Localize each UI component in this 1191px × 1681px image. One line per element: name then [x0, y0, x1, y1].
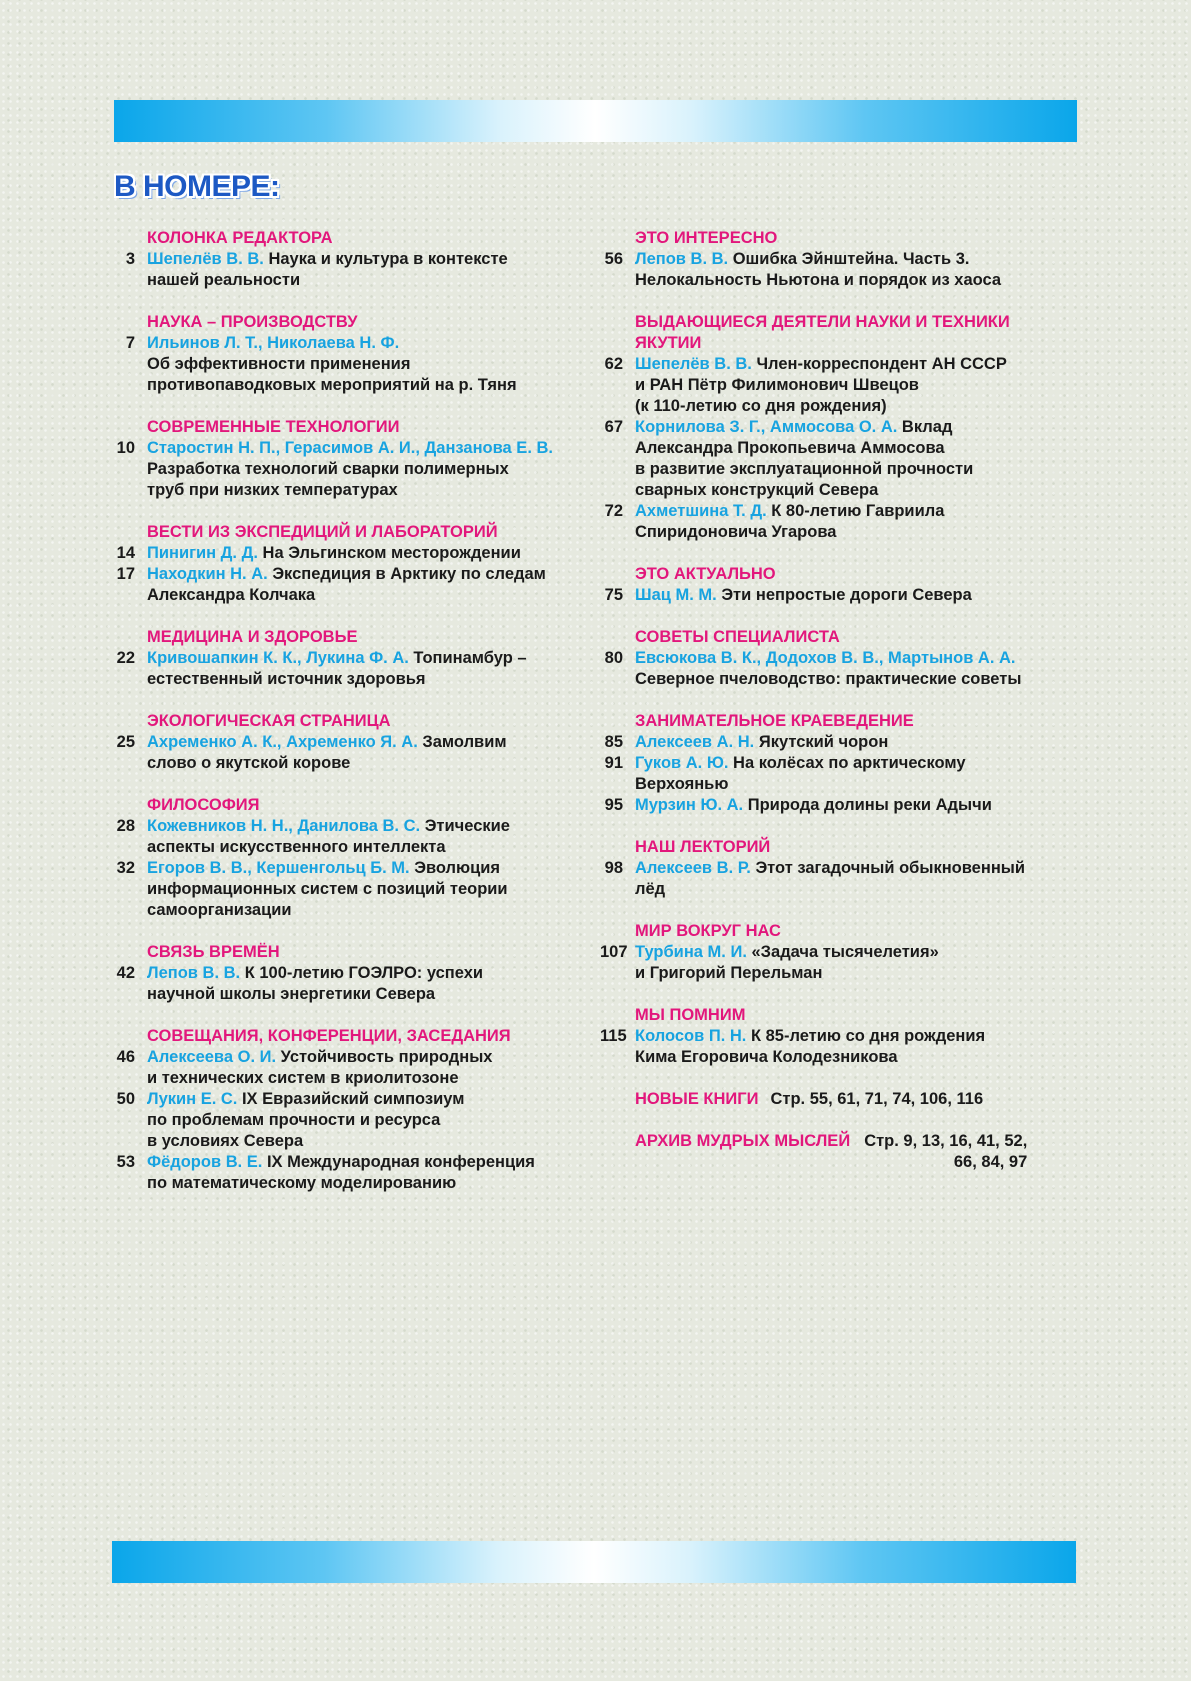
entry-author: Лепов В. В. — [147, 964, 241, 982]
section-heading: МЕДИЦИНА И ЗДОРОВЬЕ — [147, 628, 358, 646]
entry-author: Лепов В. В. — [635, 250, 729, 268]
toc-entry — [112, 858, 592, 921]
entry-line — [147, 1152, 592, 1173]
entry-author: Колосов П. Н. — [635, 1027, 747, 1045]
page-number: 67 — [604, 418, 623, 436]
page-number: 75 — [604, 586, 623, 604]
toc-section — [600, 564, 1080, 606]
entry-line — [635, 795, 1080, 816]
entry-title-cont: по математическому моделированию — [147, 1174, 457, 1192]
new-books-line — [600, 1089, 1080, 1110]
entry-title-cont: аспекты искусственного интеллекта — [147, 838, 446, 856]
entry-title: К 85-летию со дня рождения — [746, 1027, 986, 1045]
entry-author: Шепелёв В. В. — [635, 355, 752, 373]
toc-section — [600, 228, 1080, 291]
archive-pages-line: 66, 84, 97 — [953, 1153, 1028, 1171]
section-heading: СОВЕТЫ СПЕЦИАЛИСТА — [635, 628, 840, 646]
entry-title: Якутский чорон — [754, 733, 889, 751]
entry-title-cont: по проблемам прочности и ресурса — [147, 1111, 441, 1129]
archive-label: АРХИВ МУДРЫХ МЫСЛЕЙ — [635, 1132, 851, 1150]
entry-line — [635, 753, 1080, 774]
entry-line — [635, 354, 1080, 375]
entry-title: Вклад — [897, 418, 953, 436]
toc-section — [600, 837, 1080, 900]
toc-entry — [600, 501, 1080, 543]
section-heading: ЗАНИМАТЕЛЬНОЕ КРАЕВЕДЕНИЕ — [635, 712, 914, 730]
entry-author: Гуков А. Ю. — [635, 754, 729, 772]
entry-title-cont: самоорганизации — [147, 901, 292, 919]
entry-title-cont: Верхоянью — [635, 775, 729, 793]
toc-entry — [600, 753, 1080, 795]
toc-section — [600, 921, 1080, 984]
entry-line — [147, 816, 592, 837]
entry-author: Лукин Е. С. — [147, 1090, 238, 1108]
entry-author: Кожевников Н. Н., Данилова В. С. — [147, 817, 421, 835]
toc-section — [600, 711, 1080, 816]
entry-title: На Эльгинском месторождении — [257, 544, 521, 562]
entry-author: Алексеев В. Р. — [635, 859, 751, 877]
entry-title-cont: Нелокальность Ньютона и порядок из хаоса — [635, 271, 1002, 289]
toc-entry — [600, 585, 1080, 606]
entry-title: К 100-летию ГОЭЛРО: успехи — [240, 964, 484, 982]
entry-title: Природа долины реки Адычи — [743, 796, 992, 814]
entry-title-cont: Александра Колчака — [147, 586, 316, 604]
entry-line — [147, 858, 592, 879]
entry-author: Мурзин Ю. А. — [635, 796, 744, 814]
page-number: 32 — [116, 859, 135, 877]
toc-entry — [112, 249, 592, 291]
entry-title: Топинамбур – — [408, 649, 527, 667]
page-number: 7 — [125, 334, 135, 352]
entry-title-cont: и РАН Пётр Филимонович Швецов — [635, 376, 919, 394]
section-heading: ЭТО ИНТЕРЕСНО — [635, 229, 778, 247]
entry-author: Находкин Н. А. — [147, 565, 268, 583]
entry-title: IX Международная конференция — [262, 1153, 535, 1171]
page-number: 28 — [116, 817, 135, 835]
toc-section — [600, 312, 1080, 543]
entry-author: Ахременко А. К., Ахременко Я. А. — [147, 733, 418, 751]
bottom-gradient-band — [112, 1541, 1076, 1583]
page-number: 50 — [116, 1090, 135, 1108]
entry-line — [635, 501, 1080, 522]
section-heading: МЫ ПОМНИМ — [635, 1006, 746, 1024]
section-heading: ЭТО АКТУАЛЬНО — [635, 565, 776, 583]
entry-title-cont: Александра Прокопьевича Аммосова — [635, 439, 945, 457]
page-number: 42 — [116, 964, 135, 982]
toc-entry — [112, 438, 592, 501]
toc-entry — [600, 795, 1080, 816]
entry-title: Наука и культура в контексте — [263, 250, 508, 268]
page-number: 25 — [116, 733, 135, 751]
toc-entry — [112, 1089, 592, 1152]
toc-section — [112, 522, 592, 606]
entry-title: Член-корреспондент АН СССР — [751, 355, 1007, 373]
section-heading: СОВРЕМЕННЫЕ ТЕХНОЛОГИИ — [147, 418, 400, 436]
section-heading: НАШ ЛЕКТОРИЙ — [635, 838, 771, 856]
entry-title-cont: в условиях Севера — [147, 1132, 304, 1150]
page-title: В НОМЕРЕ: — [114, 170, 280, 203]
entry-author: Пинигин Д. Д. — [147, 544, 258, 562]
archive-section — [600, 1131, 1080, 1173]
toc-entry — [600, 1026, 1080, 1068]
archive-line — [600, 1131, 1080, 1173]
page-number: 56 — [604, 250, 623, 268]
toc-entry — [112, 1152, 592, 1194]
entry-title: Этот загадочный обыкновенный — [750, 859, 1026, 877]
entry-title-cont: информационных систем с позиций теории — [147, 880, 508, 898]
entry-title-cont: естественный источник здоровья — [147, 670, 426, 688]
entry-author: Корнилова З. Г., Аммосова О. А. — [635, 418, 898, 436]
section-heading: СОВЕЩАНИЯ, КОНФЕРЕНЦИИ, ЗАСЕДАНИЯ — [147, 1027, 511, 1045]
entry-title-cont: и технических систем в криолитозоне — [147, 1069, 459, 1087]
page-number: 107 — [600, 943, 628, 961]
entry-line — [635, 585, 1080, 606]
entry-line — [635, 249, 1080, 270]
entry-title-cont: Об эффективности применения — [147, 355, 411, 373]
toc-section — [600, 627, 1080, 690]
entry-author: Алексеев А. Н. — [635, 733, 755, 751]
entry-author: Ильинов Л. Т., Николаева Н. Ф. — [147, 334, 400, 352]
toc-left-column — [112, 228, 592, 1215]
toc-entry — [600, 249, 1080, 291]
entry-title-cont: Разработка технологий сварки полимерных — [147, 460, 509, 478]
entry-author: Евсюкова В. К., Додохов В. В., Мартынов А. А. — [635, 649, 1016, 667]
entry-title-cont: Кима Егоровича Колодезникова — [635, 1048, 898, 1066]
entry-line — [147, 963, 592, 984]
entry-title: Экспедиция в Арктику по следам — [267, 565, 546, 583]
entry-author: Старостин Н. П., Герасимов А. И., Данзанова Е. В. — [147, 439, 553, 457]
toc-entry — [600, 417, 1080, 501]
page-number: 3 — [125, 250, 135, 268]
entry-title: Ошибка Эйнштейна. Часть 3. — [728, 250, 970, 268]
entry-line — [635, 942, 1080, 963]
toc-entry — [600, 648, 1080, 690]
entry-line — [147, 1089, 592, 1110]
entry-author: Кривошапкин К. К., Лукина Ф. А. — [147, 649, 409, 667]
page-number: 72 — [604, 502, 623, 520]
toc-section — [600, 1005, 1080, 1068]
entry-line — [635, 858, 1080, 879]
new-books-section — [600, 1089, 1080, 1110]
entry-author: Фёдоров В. Е. — [147, 1153, 263, 1171]
top-gradient-band — [114, 100, 1077, 142]
toc-section — [112, 228, 592, 291]
entry-title-cont: Спиридоновича Угарова — [635, 523, 837, 541]
entry-title-cont: нашей реальности — [147, 271, 301, 289]
section-heading: СВЯЗЬ ВРЕМЁН — [147, 943, 280, 961]
page-number: 91 — [604, 754, 623, 772]
entry-title-cont: научной школы энергетики Севера — [147, 985, 436, 1003]
toc-section — [112, 942, 592, 1005]
entry-line — [147, 249, 592, 270]
new-books-label: НОВЫЕ КНИГИ — [635, 1090, 759, 1108]
entry-line — [147, 333, 592, 354]
page-number: 22 — [116, 649, 135, 667]
section-heading: ФИЛОСОФИЯ — [147, 796, 260, 814]
section-heading: ВЕСТИ ИЗ ЭКСПЕДИЦИЙ И ЛАБОРАТОРИЙ — [147, 523, 498, 541]
page-number: 85 — [604, 733, 623, 751]
section-heading: МИР ВОКРУГ НАС — [635, 922, 781, 940]
archive-pages-line: Стр. 9, 13, 16, 41, 52, — [864, 1132, 1028, 1150]
toc-entry — [112, 564, 592, 606]
toc-entry — [112, 1047, 592, 1089]
entry-line — [147, 1047, 592, 1068]
entry-title: Эволюция — [409, 859, 501, 877]
entry-title-cont: в развитие эксплуатационной прочности — [635, 460, 974, 478]
entry-line — [635, 648, 1080, 669]
entry-title: К 80-летию Гавриила — [766, 502, 945, 520]
entry-author: Егоров В. В., Кершенгольц Б. М. — [147, 859, 410, 877]
entry-title-cont: лёд — [635, 880, 666, 898]
section-heading: ЭКОЛОГИЧЕСКАЯ СТРАНИЦА — [147, 712, 391, 730]
entry-author: Шепелёв В. В. — [147, 250, 264, 268]
entry-title: На колёсах по арктическому — [728, 754, 966, 772]
entry-line — [147, 648, 592, 669]
entry-line — [147, 543, 592, 564]
entry-title-cont: сварных конструкций Севера — [635, 481, 879, 499]
toc-section — [112, 795, 592, 921]
toc-entry — [112, 963, 592, 1005]
page-number: 17 — [116, 565, 135, 583]
toc-entry — [112, 816, 592, 858]
entry-author: Турбина М. И. — [635, 943, 747, 961]
entry-title-cont: и Григорий Перельман — [635, 964, 823, 982]
entry-line — [147, 732, 592, 753]
entry-title-cont: (к 110-летию со дня рождения) — [635, 397, 887, 415]
toc-entry — [600, 942, 1080, 984]
toc-entry — [600, 732, 1080, 753]
toc-section — [112, 312, 592, 396]
toc-entry — [600, 858, 1080, 900]
section-heading-cont: ЯКУТИИ — [635, 334, 702, 352]
entry-title-cont: труб при низких температурах — [147, 481, 398, 499]
entry-line — [147, 438, 592, 459]
toc-section — [112, 1026, 592, 1194]
toc-entry — [112, 543, 592, 564]
entry-title: Замолвим — [417, 733, 507, 751]
page-number: 46 — [116, 1048, 135, 1066]
page-number: 10 — [116, 439, 135, 457]
new-books-pages: Стр. 55, 61, 71, 74, 106, 116 — [770, 1090, 984, 1108]
toc-entry — [112, 333, 592, 396]
entry-title: «Задача тысячелетия» — [746, 943, 939, 961]
entry-title-cont: противопаводковых мероприятий на р. Тяня — [147, 376, 517, 394]
entry-title: Этические — [420, 817, 510, 835]
page-number: 62 — [604, 355, 623, 373]
section-heading: КОЛОНКА РЕДАКТОРА — [147, 229, 333, 247]
entry-title-cont: Северное пчеловодство: практические советы — [635, 670, 1022, 688]
toc-entry — [112, 648, 592, 690]
toc-right-column — [600, 228, 1080, 1194]
entry-line — [635, 417, 1080, 438]
page-number: 98 — [604, 859, 623, 877]
toc-section — [112, 627, 592, 690]
entry-title-cont: слово о якутской корове — [147, 754, 351, 772]
entry-line — [147, 564, 592, 585]
entry-title: Эти непростые дороги Севера — [716, 586, 972, 604]
entry-line — [635, 732, 1080, 753]
entry-line — [635, 1026, 1080, 1047]
entry-author: Шац М. М. — [635, 586, 717, 604]
page-number: 80 — [604, 649, 623, 667]
page-number: 95 — [604, 796, 623, 814]
page-number: 14 — [116, 544, 135, 562]
section-heading: НАУКА – ПРОИЗВОДСТВУ — [147, 313, 358, 331]
section-heading: ВЫДАЮЩИЕСЯ ДЕЯТЕЛИ НАУКИ И ТЕХНИКИ — [635, 313, 1010, 331]
entry-title: Устойчивость природных — [276, 1048, 493, 1066]
archive-pages — [850, 1131, 1027, 1173]
page-number: 115 — [600, 1027, 627, 1045]
page-number: 53 — [116, 1153, 135, 1171]
entry-author: Ахметшина Т. Д. — [635, 502, 767, 520]
toc-section — [112, 417, 592, 501]
entry-author: Алексеева О. И. — [147, 1048, 277, 1066]
toc-entry — [112, 732, 592, 774]
entry-title: IX Евразийский симпозиум — [237, 1090, 465, 1108]
toc-entry — [600, 354, 1080, 417]
toc-section — [112, 711, 592, 774]
